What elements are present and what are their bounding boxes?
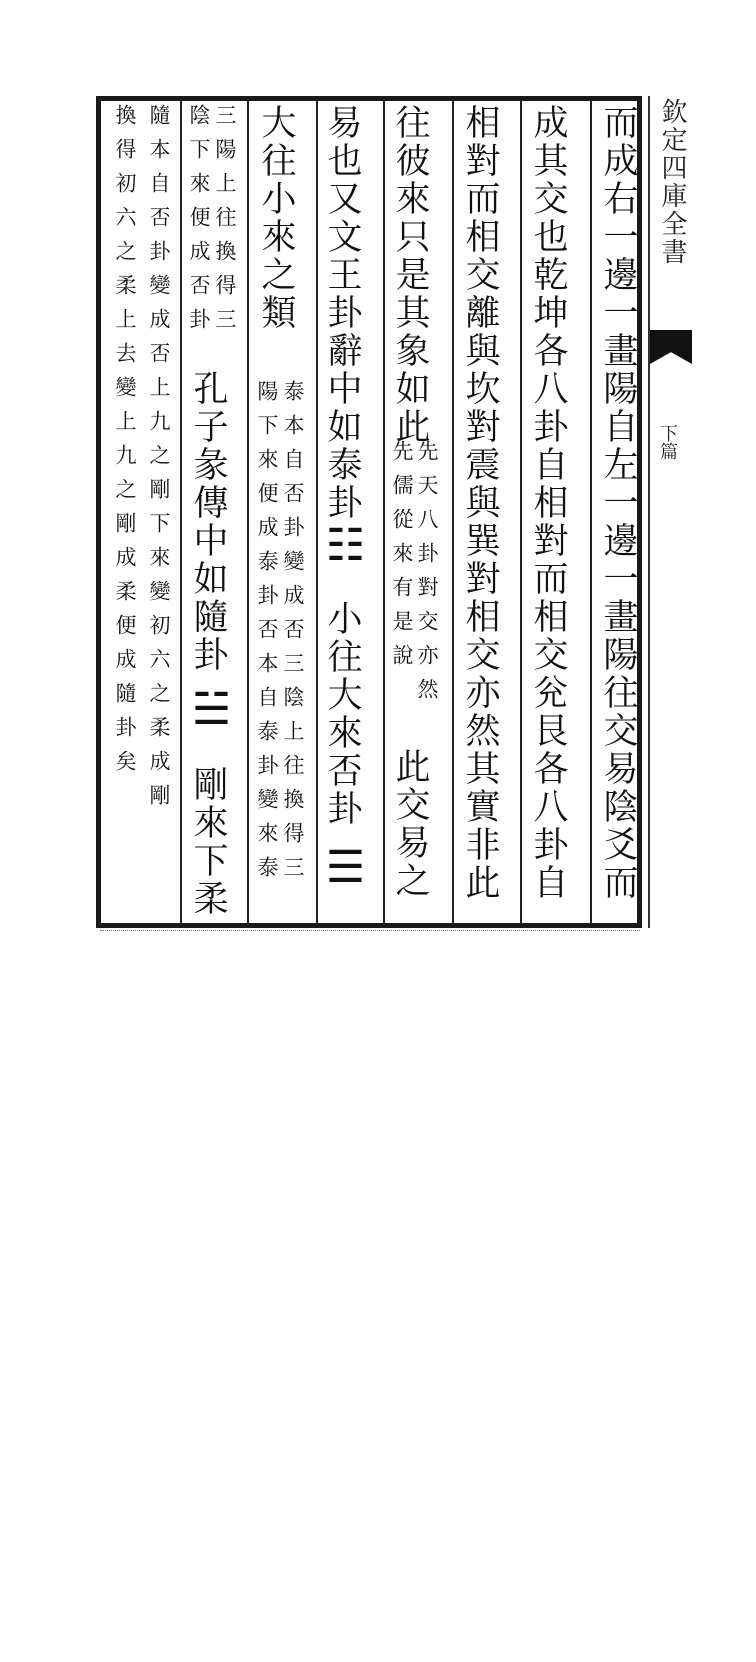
column-rule — [316, 100, 318, 924]
text-column-2: 成其交也乾坤各八卦自相對而相交兊艮各八卦自 — [528, 104, 568, 902]
column-rule — [520, 100, 522, 924]
text-column-3: 相對而相交離與坎對震與巽對相交亦然其實非此 — [460, 104, 500, 902]
column-rule — [383, 100, 385, 924]
annotation-left: 換得初六之柔上去變上九之剛成柔便成隨卦矣 — [113, 104, 137, 784]
main-text: 往彼來只是其象如此 — [390, 104, 430, 446]
margin-volume-label: 下篇 — [657, 424, 678, 460]
annotation-left: 陽下來便成泰卦否本自泰卦變來泰 — [255, 380, 279, 890]
text-column-7-tail: 剛來下柔 — [188, 766, 228, 918]
text-column-5-tail: 小往大來否卦 — [322, 600, 362, 828]
annotation-left: 先儒從來有是說 — [390, 440, 414, 678]
text-column-4-tail: 此交易之 — [390, 748, 430, 900]
sui-trigram-icon: ☱ — [186, 684, 237, 735]
annotation-right: 先天八卦對交亦然 — [415, 440, 439, 712]
pi-trigram-icon: ☰ — [320, 842, 371, 893]
text-column-6: 大往小來之類 — [256, 104, 296, 332]
tai-trigram-icon: ☷ — [320, 520, 371, 571]
column-rule — [452, 100, 454, 924]
bottom-border — [100, 930, 640, 939]
main-text: 易也又文王卦辭中如泰卦 — [322, 104, 362, 522]
annotation-left: 陰下來便成否卦 — [187, 104, 211, 342]
annotation-right: 三陽上往換得三 — [213, 104, 237, 342]
margin-rule — [648, 96, 650, 928]
column-rule — [180, 100, 182, 924]
annotation-right: 隨本自否卦變成否上九之剛下來變初六之柔成剛 — [147, 104, 171, 818]
annotation-right: 泰本自否卦變成否三陰上往換得三 — [281, 380, 305, 890]
fishtail-mark-icon — [650, 330, 692, 364]
text-column-1: 而成右一邊一畫陽自左一邊一畫陽往交易陰爻而 — [598, 104, 638, 902]
column-rule — [590, 100, 592, 924]
text-column-7: 孔子彖傳中如隨卦 — [188, 370, 228, 674]
margin-book-title: 欽定四庫全書 — [657, 98, 687, 266]
column-rule — [247, 100, 249, 924]
